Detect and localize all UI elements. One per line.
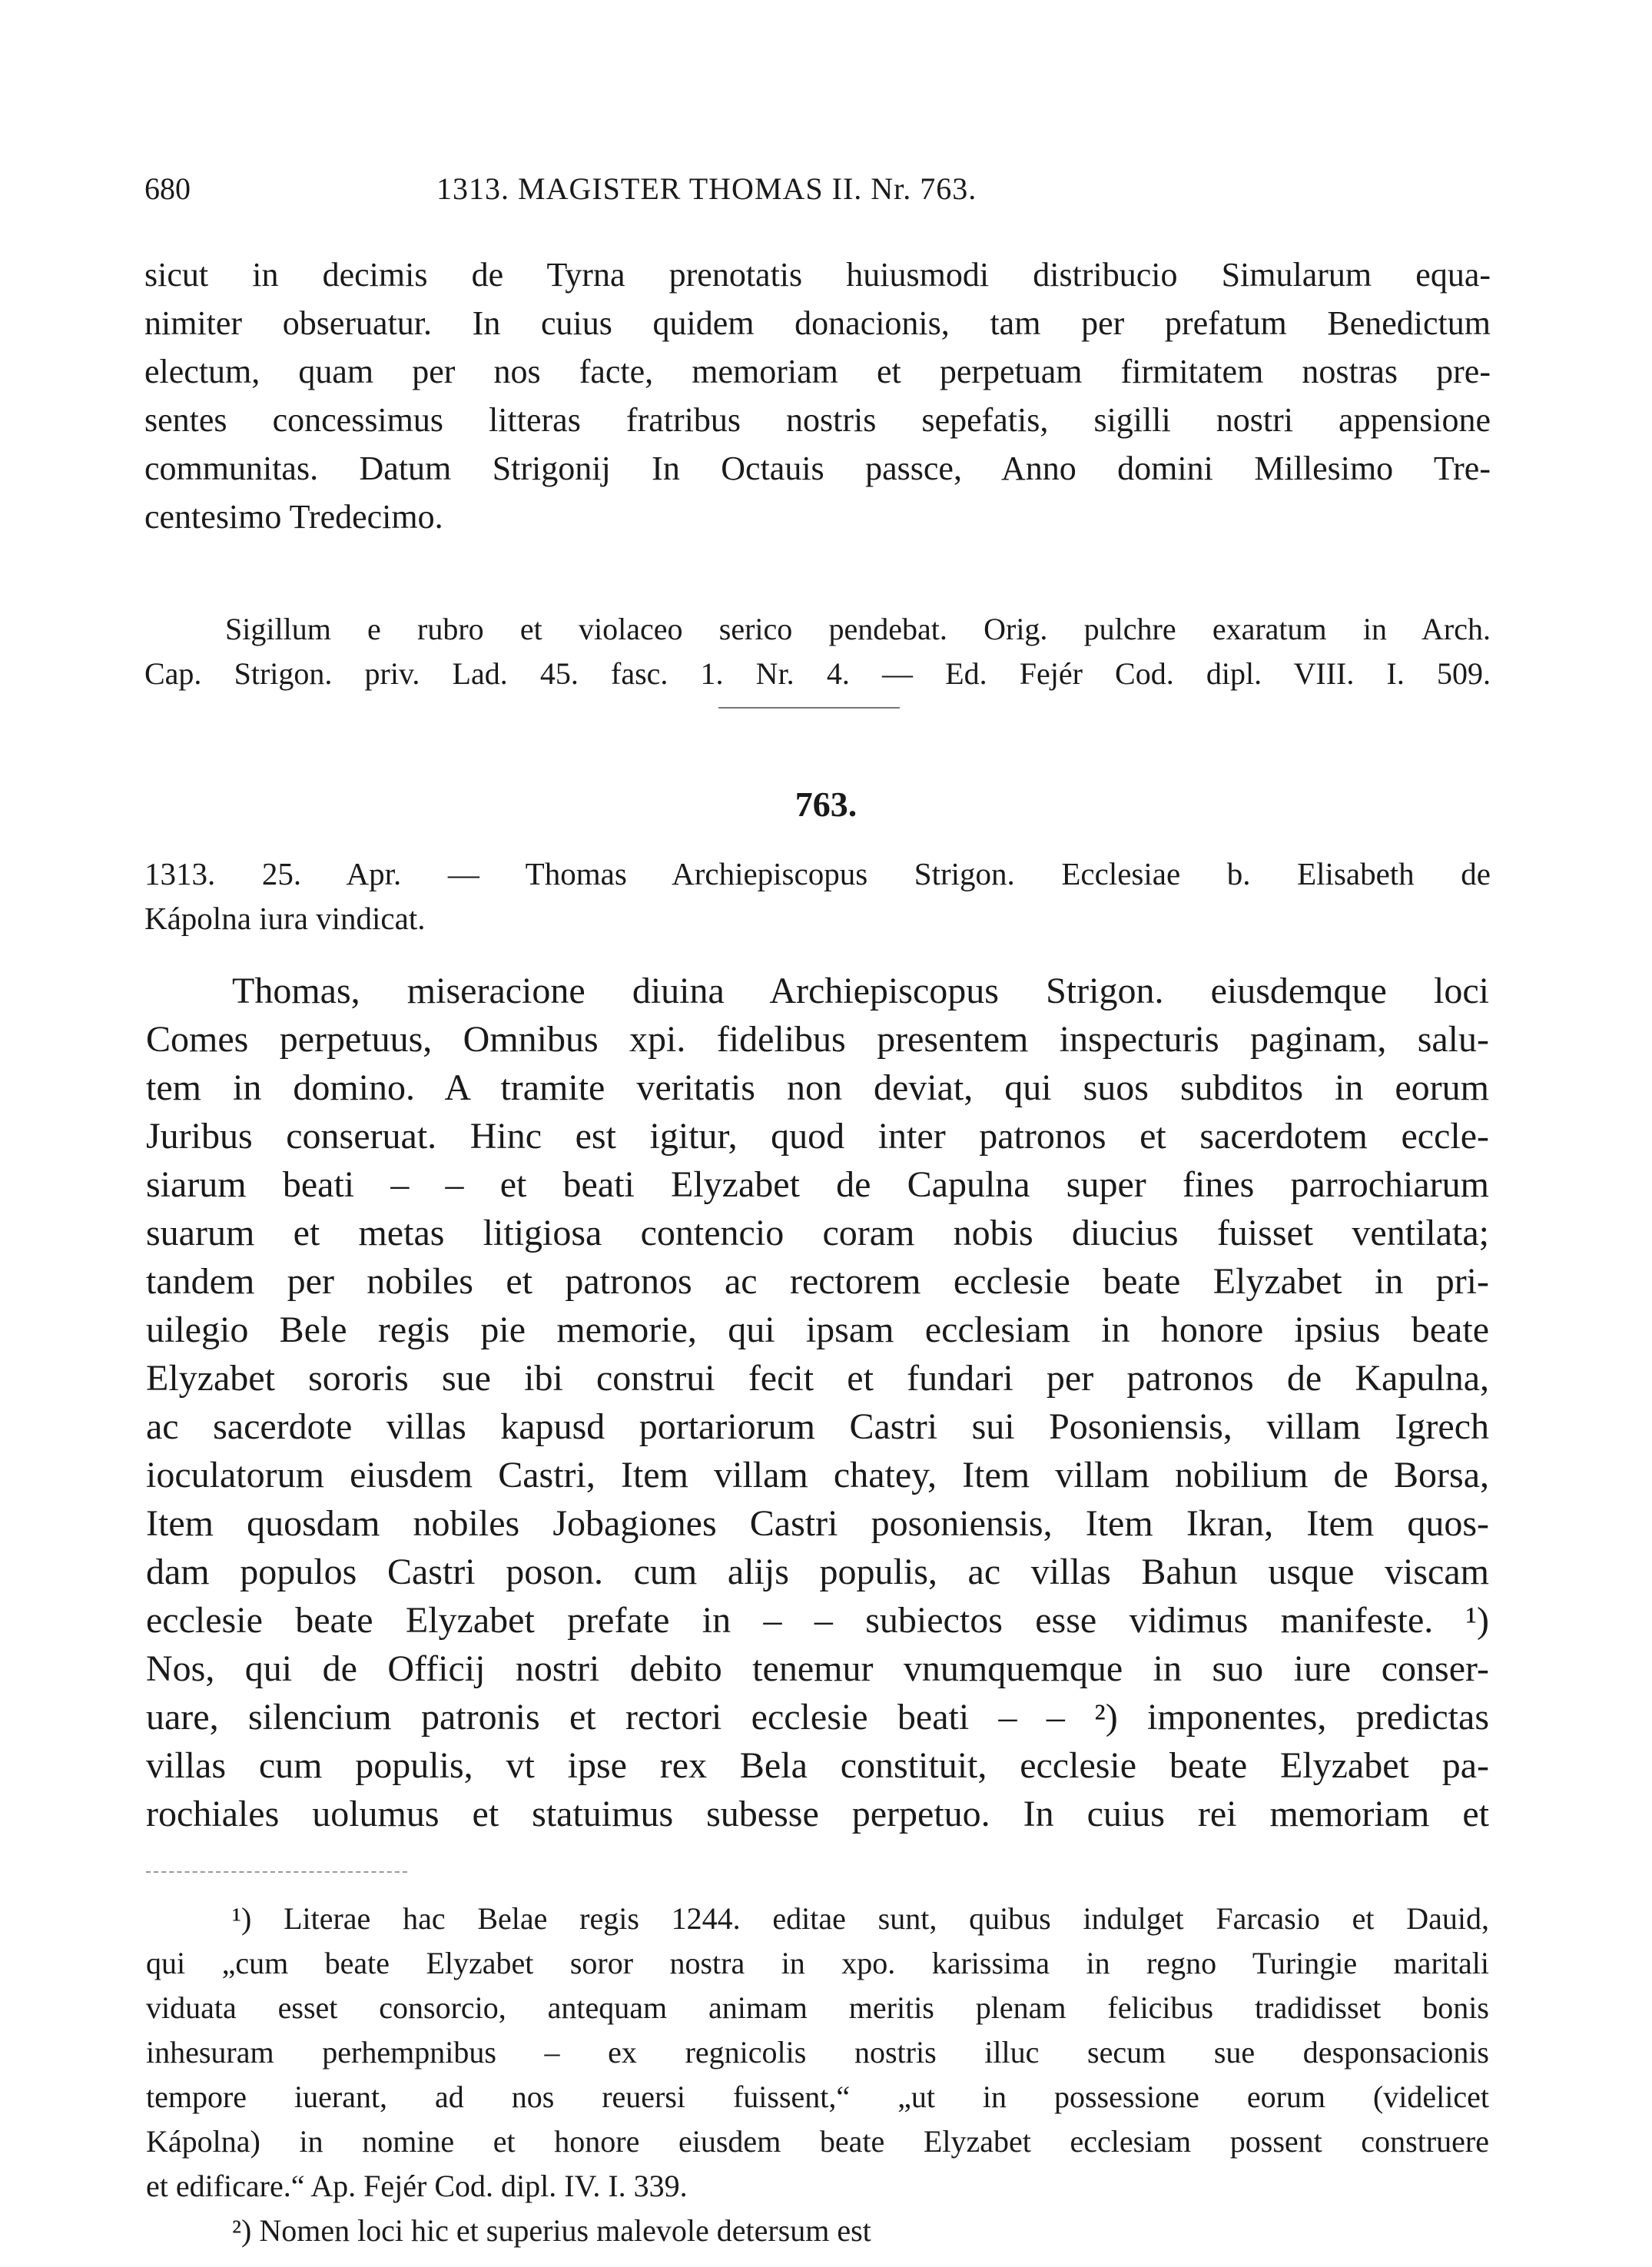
body-line: ac sacerdote villas kapusd portariorum Castri sui Posoniensis, villam Igrech xyxy=(146,1406,1489,1447)
body-line: tem in domino. A tramite veritatis non deviat, qui suos subditos in eorum xyxy=(146,1067,1489,1108)
text-line: nimiter obseruatur. In cuius quidem donacionis, tam per prefatum Benedictum xyxy=(144,304,1491,342)
footnote-line: viduata esset consorcio, antequam animam meritis plenam felicibus tradidisset bonis xyxy=(146,1990,1489,2025)
footnote-separator xyxy=(146,1871,407,1873)
body-line: ioculatorum eiusdem Castri, Item villam chatey, Item villam nobilium de Borsa, xyxy=(146,1455,1489,1495)
body-line: Juribus conseruat. Hinc est igitur, quod inter patronos et sacerdotem eccle- xyxy=(146,1116,1489,1157)
text-line: communitas. Datum Strigonij In Octauis passce, Anno domini Millesimo Tre- xyxy=(144,450,1491,487)
running-head: 1313. MAGISTER THOMAS II. Nr. 763. xyxy=(436,171,977,206)
page-header xyxy=(144,171,1491,214)
source-note-line: Cap. Strigon. priv. Lad. 45. fasc. 1. Nr. 4. — Ed. Fejér Cod. dipl. VIII. I. 509. xyxy=(144,656,1491,691)
footnote-line: ¹) Literae hac Belae regis 1244. editae sunt, quibus indulget Farcasio et Dauid, xyxy=(232,1901,1489,1936)
text-line: electum, quam per nos facte, memoriam et perpetuam firmitatem nostras pre- xyxy=(144,353,1491,390)
footnote-line: inhesuram perhempnibus – ex regnicolis nostris illuc secum sue desponsacionis xyxy=(146,2035,1489,2070)
body-line: villas cum populis, vt ipse rex Bela constituit, ecclesie beate Elyzabet pa- xyxy=(146,1745,1489,1786)
text-line: sentes concessimus litteras fratribus nostris sepefatis, sigilli nostri appensione xyxy=(144,401,1491,439)
footnote-line: tempore iuerant, ad nos reuersi fuissent,“ „ut in possessione eorum (videlicet xyxy=(146,2079,1489,2114)
footnote-line: et edificare.“ Ap. Fejér Cod. dipl. IV. I. 339. xyxy=(146,2169,688,2203)
body-line: uilegio Bele regis pie memorie, qui ipsam ecclesiam in honore ipsius beate xyxy=(146,1309,1489,1350)
footnote-line: ²) Nomen loci hic et superius malevole detersum est xyxy=(232,2213,871,2248)
body-line: Elyzabet sororis sue ibi construi fecit et fundari per patronos de Kapulna, xyxy=(146,1358,1489,1399)
body-line: Comes perpetuus, Omnibus xpi. fidelibus presentem inspecturis paginam, salu- xyxy=(146,1019,1489,1060)
body-line: tandem per nobiles et patronos ac rectorem ecclesie beate Elyzabet in pri- xyxy=(146,1261,1489,1302)
footnote-line: Kápolna) in nomine et honore eiusdem beate Elyzabet ecclesiam possent construere xyxy=(146,2124,1489,2159)
body-line: ecclesie beate Elyzabet prefate in – – subiectos esse vidimus manifeste. ¹) xyxy=(146,1600,1489,1641)
text-line: centesimo Tredecimo. xyxy=(144,498,443,536)
footnote-line: qui „cum beate Elyzabet soror nostra in xpo. karissima in regno Turingie maritali xyxy=(146,1946,1489,1980)
body-line: Item quosdam nobiles Jobagiones Castri posoniensis, Item Ikran, Item quos- xyxy=(146,1503,1489,1544)
regest-line: Kápolna iura vindicat. xyxy=(144,901,426,936)
body-line: suarum et metas litigiosa contencio coram nobis diucius fuisset ventilata; xyxy=(146,1213,1489,1253)
document-number: 763. xyxy=(794,785,858,824)
section-divider xyxy=(718,707,900,709)
body-line: Nos, qui de Officij nostri debito tenemur vnumquemque in suo iure conser- xyxy=(146,1648,1489,1689)
body-line: rochiales uolumus et statuimus subesse perpetuo. In cuius rei memoriam et xyxy=(146,1794,1489,1834)
source-note-line: Sigillum e rubro et violaceo serico pendebat. Orig. pulchre exaratum in Arch. xyxy=(225,612,1491,646)
body-line: uare, silencium patronis et rectori ecclesie beati – – ²) imponentes, predictas xyxy=(146,1697,1489,1738)
body-line: dam populos Castri poson. cum alijs populis, ac villas Bahun usque viscam xyxy=(146,1552,1489,1592)
body-line: Thomas, miseracione diuina Archiepiscopus Strigon. eiusdemque loci xyxy=(232,971,1489,1011)
page-number: 680 xyxy=(144,171,191,206)
body-line: siarum beati – – et beati Elyzabet de Capulna super fines parrochiarum xyxy=(146,1164,1489,1205)
regest-line: 1313. 25. Apr. — Thomas Archiepiscopus Strigon. Ecclesiae b. Elisabeth de xyxy=(144,856,1491,891)
text-line: sicut in decimis de Tyrna prenotatis huiusmodi distribucio Simularum equa- xyxy=(144,256,1491,294)
